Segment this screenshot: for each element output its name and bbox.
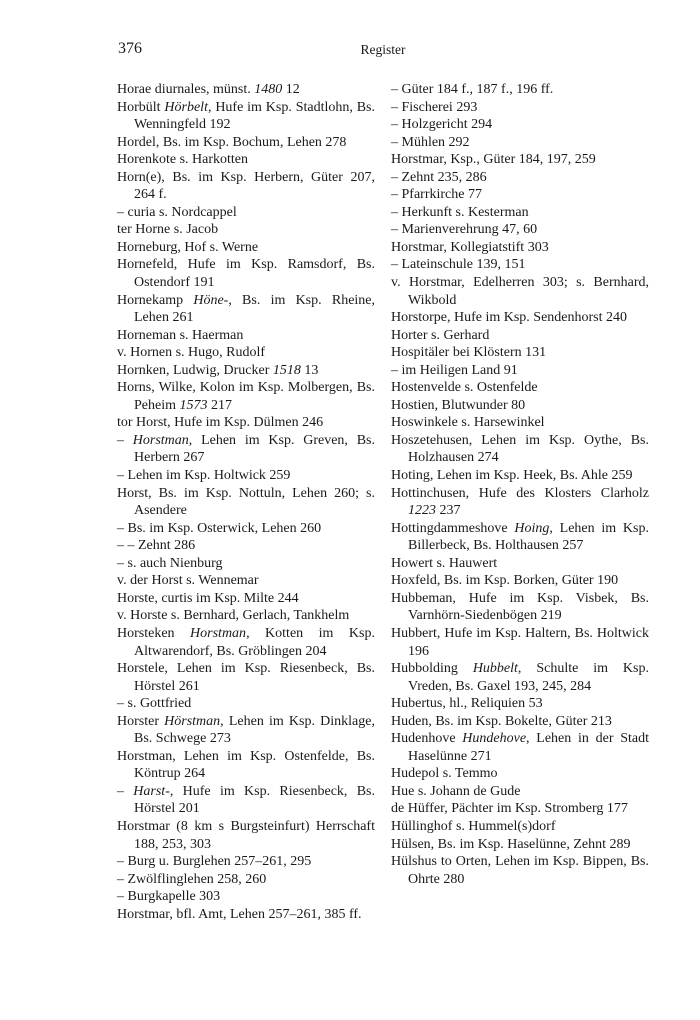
- entry-text: , Hufe im Ksp. Riesenbeck, Bs. Hörstel 201: [134, 783, 375, 817]
- index-entry: [117, 853, 375, 871]
- index-entry: [391, 485, 649, 520]
- entry-text: , Lehen im Ksp. Billerbeck, Bs. Holthausen 257: [408, 520, 649, 554]
- index-entry: [391, 239, 649, 257]
- index-entry: [117, 99, 375, 134]
- index-entry: [391, 379, 649, 397]
- index-entry: [117, 520, 375, 538]
- index-entry: [391, 818, 649, 836]
- entry-italic-text: Horstman: [190, 625, 247, 641]
- entry-text: 12: [282, 82, 300, 97]
- index-entry: [117, 467, 375, 485]
- entry-text: 237: [436, 503, 461, 519]
- entry-text: Hospitäler bei Klöstern 131: [391, 345, 547, 361]
- entry-text: Hoswinkele s. Harsewinkel: [391, 415, 545, 431]
- index-entry: [117, 818, 375, 853]
- entry-text: – Herkunft s. Kesterman: [391, 204, 529, 220]
- entry-text: v. der Horst s. Wennemar: [117, 573, 259, 589]
- entry-text: Hordel, Bs. im Ksp. Bochum, Lehen 278: [117, 134, 347, 150]
- entry-text: – curia s. Nordcappel: [117, 204, 237, 220]
- index-entry: [391, 344, 649, 362]
- entry-text: 13: [300, 362, 319, 378]
- entry-text: – s. Gottfried: [117, 696, 192, 712]
- index-entry: [117, 151, 375, 169]
- index-entry: [117, 256, 375, 291]
- index-entry: [117, 906, 375, 924]
- entry-text: Horsteken: [117, 625, 191, 641]
- entry-text: tor Horst, Hufe im Ksp. Dülmen 246: [117, 415, 324, 431]
- index-entry: [117, 537, 375, 555]
- entry-text: Horenkote s. Harkotten: [117, 152, 249, 168]
- entry-text: v. Horstmar, Edelherren 303; s. Bernhard, Wikbold: [391, 275, 649, 308]
- entry-text: Horns, Wilke, Kolon im Ksp. Molbergen, Bs. Peheim: [117, 380, 375, 413]
- entry-text: – Mühlen 292: [391, 134, 470, 150]
- index-entry: [391, 309, 649, 327]
- entry-text: –: [117, 432, 133, 448]
- entry-text: Hubertus, hl., Reliquien 53: [391, 696, 543, 712]
- entry-italic-text: Hörbelt: [164, 99, 208, 115]
- index-entry: [391, 853, 649, 888]
- entry-text: v. Horste s. Bernhard, Gerlach, Tankhelm: [117, 608, 350, 624]
- entry-text: Hudepol s. Temmo: [391, 766, 498, 782]
- index-entry: [391, 397, 649, 415]
- index-entry: [391, 432, 649, 467]
- entry-text: Howert s. Hauwert: [391, 555, 498, 571]
- entry-text: Horst, Bs. im Ksp. Nottuln, Lehen 260; s. Asendere: [117, 485, 375, 519]
- entry-text: – Lateinschule 139, 151: [391, 257, 526, 273]
- entry-text: Horstmar (8 km s Burgsteinfurt) Herrschaft 188, 253, 303: [117, 818, 375, 852]
- entry-text: Hubbeman, Hufe im Ksp. Visbek, Bs. Varnhörn-Siedenbögen 219: [391, 590, 649, 624]
- index-entry: [117, 748, 375, 783]
- entry-text: Hülshus to Orten, Lehen im Ksp. Bippen, Bs. Ohrte 280: [391, 854, 649, 887]
- index-entry: [117, 327, 375, 345]
- index-entry: [391, 783, 649, 801]
- entry-text: , Lehen im Ksp. Dinklage, Bs. Schwege 273: [134, 713, 375, 747]
- index-entry: [391, 256, 649, 274]
- index-entry: [117, 871, 375, 889]
- index-column-right: [391, 81, 649, 888]
- index-entry: [391, 800, 649, 818]
- entry-text: Hubbert, Hufe im Ksp. Haltern, Bs. Holtwick 196: [391, 625, 649, 659]
- index-entry: [117, 572, 375, 590]
- index-entry: [117, 221, 375, 239]
- index-entry: [117, 134, 375, 152]
- entry-text: , Kotten im Ksp. Altwarendorf, Bs. Gröblingen 204: [134, 625, 375, 659]
- index-entry: [391, 660, 649, 695]
- entry-text: ter Horne s. Jacob: [117, 222, 219, 238]
- index-column-left: [117, 81, 375, 923]
- index-entry: [117, 169, 375, 204]
- index-entry: [391, 186, 649, 204]
- entry-text: – s. auch Nienburg: [117, 555, 223, 571]
- entry-italic-text: 1518: [272, 362, 301, 378]
- index-entry: [391, 204, 649, 222]
- index-entry: [117, 204, 375, 222]
- index-entry: [391, 151, 649, 169]
- entry-text: – – Zehnt 286: [117, 538, 196, 554]
- index-entry: [117, 888, 375, 906]
- index-entry: [391, 327, 649, 345]
- index-entry: [391, 730, 649, 765]
- index-entry: [117, 625, 375, 660]
- index-entry: [117, 660, 375, 695]
- entry-text: Horn(e), Bs. im Ksp. Herbern, Güter 207, 264 f.: [117, 169, 375, 203]
- index-entry: [117, 783, 375, 818]
- entry-italic-text: 1480: [254, 82, 283, 97]
- entry-text: Horstmar, bfl. Amt, Lehen 257–261, 385 ff.: [117, 906, 362, 922]
- index-entry: [117, 607, 375, 625]
- entry-text: Horbült: [117, 99, 165, 115]
- entry-text: – Burgkapelle 303: [117, 889, 221, 905]
- running-title: Register: [360, 42, 406, 57]
- index-entry: [117, 713, 375, 748]
- entry-text: Huden, Bs. im Ksp. Bokelte, Güter 213: [391, 713, 612, 729]
- index-entry: [391, 625, 649, 660]
- entry-text: – Zehnt 235, 286: [391, 169, 487, 185]
- index-entry: [117, 239, 375, 257]
- entry-text: – Bs. im Ksp. Osterwick, Lehen 260: [117, 520, 322, 536]
- entry-text: Hostenvelde s. Ostenfelde: [391, 380, 538, 396]
- entry-text: – im Heiligen Land 91: [391, 362, 518, 378]
- entry-text: – Fischerei 293: [391, 99, 478, 115]
- entry-text: – Marienverehrung 47, 60: [391, 222, 538, 238]
- entry-text: Hue s. Johann de Gude: [391, 783, 521, 799]
- entry-text: –: [117, 783, 134, 799]
- index-entry: [391, 467, 649, 485]
- entry-italic-text: 1573: [179, 397, 208, 413]
- entry-text: Hudenhove: [391, 731, 463, 747]
- index-entry: [117, 432, 375, 467]
- entry-italic-text: Harst-: [133, 783, 170, 799]
- index-entry: [117, 695, 375, 713]
- page-header: [118, 40, 648, 62]
- index-entry: [391, 99, 649, 117]
- entry-text: Horste, curtis im Ksp. Milte 244: [117, 590, 299, 606]
- index-entry: [391, 274, 649, 309]
- entry-text: Hülsen, Bs. im Ksp. Haselünne, Zehnt 289: [391, 836, 631, 852]
- entry-text: Horae diurnales, münst.: [117, 82, 255, 97]
- entry-text: Horstmar, Ksp., Güter 184, 197, 259: [391, 152, 596, 168]
- entry-text: Hostien, Blutwunder 80: [391, 397, 526, 413]
- entry-text: Hornekamp: [117, 292, 194, 308]
- entry-text: Horstmar, Kollegiatstift 303: [391, 239, 549, 255]
- index-entry: [391, 765, 649, 783]
- index-entry: [391, 116, 649, 134]
- entry-text: – Burg u. Burglehen 257–261, 295: [117, 854, 312, 870]
- entry-text: Horstorpe, Hufe im Ksp. Sendenhorst 240: [391, 310, 628, 326]
- entry-text: Horneburg, Hof s. Werne: [117, 239, 259, 255]
- index-entry: [391, 134, 649, 152]
- index-entry: [391, 836, 649, 854]
- index-entry: [117, 485, 375, 520]
- entry-text: Hoting, Lehen im Ksp. Heek, Bs. Ahle 259: [391, 468, 633, 484]
- index-entry: [117, 344, 375, 362]
- entry-text: Horster: [117, 713, 165, 729]
- entry-text: , Hufe im Ksp. Stadtlohn, Bs. Wenningfeld 192: [134, 99, 375, 133]
- index-entry: [117, 292, 375, 327]
- entry-text: Horstman, Lehen im Ksp. Ostenfelde, Bs. Köntrup 264: [117, 748, 375, 782]
- entry-text: – Holzgericht 294: [391, 117, 493, 133]
- entry-text: , Schulte im Ksp. Vreden, Bs. Gaxel 193, 245, 284: [408, 661, 649, 694]
- entry-text: Horneman s. Haerman: [117, 327, 244, 343]
- entry-text: v. Hornen s. Hugo, Rudolf: [117, 345, 266, 361]
- index-entry: [391, 362, 649, 380]
- entry-text: Horstele, Lehen im Ksp. Riesenbeck, Bs. Hörstel 261: [117, 661, 375, 694]
- index-entry: [117, 81, 375, 99]
- page-number: 376: [118, 40, 142, 57]
- entry-italic-text: Hoing: [514, 520, 550, 536]
- index-entry: [391, 590, 649, 625]
- entry-text: Hubbolding: [391, 661, 473, 677]
- entry-text: – Lehen im Ksp. Holtwick 259: [117, 468, 291, 484]
- entry-italic-text: Höne-: [193, 292, 229, 308]
- index-entry: [391, 520, 649, 555]
- entry-text: Hüllinghof s. Hummel(s)dorf: [391, 818, 556, 834]
- entry-text: , Lehen in der Stadt Haselünne 271: [408, 731, 649, 764]
- index-entry: [391, 713, 649, 731]
- index-entry: [391, 81, 649, 99]
- entry-italic-text: Hörstman: [164, 713, 221, 729]
- entry-italic-text: Horstman: [132, 432, 189, 448]
- entry-italic-text: Hubbelt: [472, 661, 518, 677]
- entry-text: – Zwölflinglehen 258, 260: [117, 871, 267, 887]
- entry-text: , Bs. im Ksp. Rheine, Lehen 261: [134, 292, 376, 326]
- entry-text: 217: [207, 397, 232, 413]
- index-entry: [117, 555, 375, 573]
- index-entry: [391, 221, 649, 239]
- index-entry: [117, 362, 375, 380]
- entry-text: Hornken, Ludwig, Drucker: [117, 362, 273, 378]
- index-entry: [117, 379, 375, 414]
- entry-text: Horter s. Gerhard: [391, 327, 490, 343]
- entry-text: Hottingdammeshove: [391, 520, 515, 536]
- index-entry: [391, 555, 649, 573]
- entry-italic-text: Hundehove: [462, 731, 527, 747]
- index-entry: [391, 169, 649, 187]
- index-entry: [391, 695, 649, 713]
- entry-italic-text: 1223: [408, 503, 436, 519]
- index-entry: [391, 414, 649, 432]
- entry-text: Hottinchusen, Hufe des Klosters Clarholz: [391, 485, 649, 501]
- entry-text: – Güter 184 f., 187 f., 196 ff.: [391, 82, 554, 97]
- entry-text: Hoszetehusen, Lehen im Ksp. Oythe, Bs. Holzhausen 274: [391, 432, 649, 466]
- entry-text: – Pfarrkirche 77: [391, 187, 482, 203]
- index-entry: [117, 590, 375, 608]
- index-entry: [391, 572, 649, 590]
- entry-text: Hoxfeld, Bs. im Ksp. Borken, Güter 190: [391, 573, 619, 589]
- entry-text: de Hüffer, Pächter im Ksp. Stromberg 177: [391, 801, 628, 817]
- entry-text: Hornefeld, Hufe im Ksp. Ramsdorf, Bs. Ostendorf 191: [117, 257, 375, 291]
- entry-text: , Lehen im Ksp. Greven, Bs. Herbern 267: [134, 432, 375, 466]
- index-entry: [117, 414, 375, 432]
